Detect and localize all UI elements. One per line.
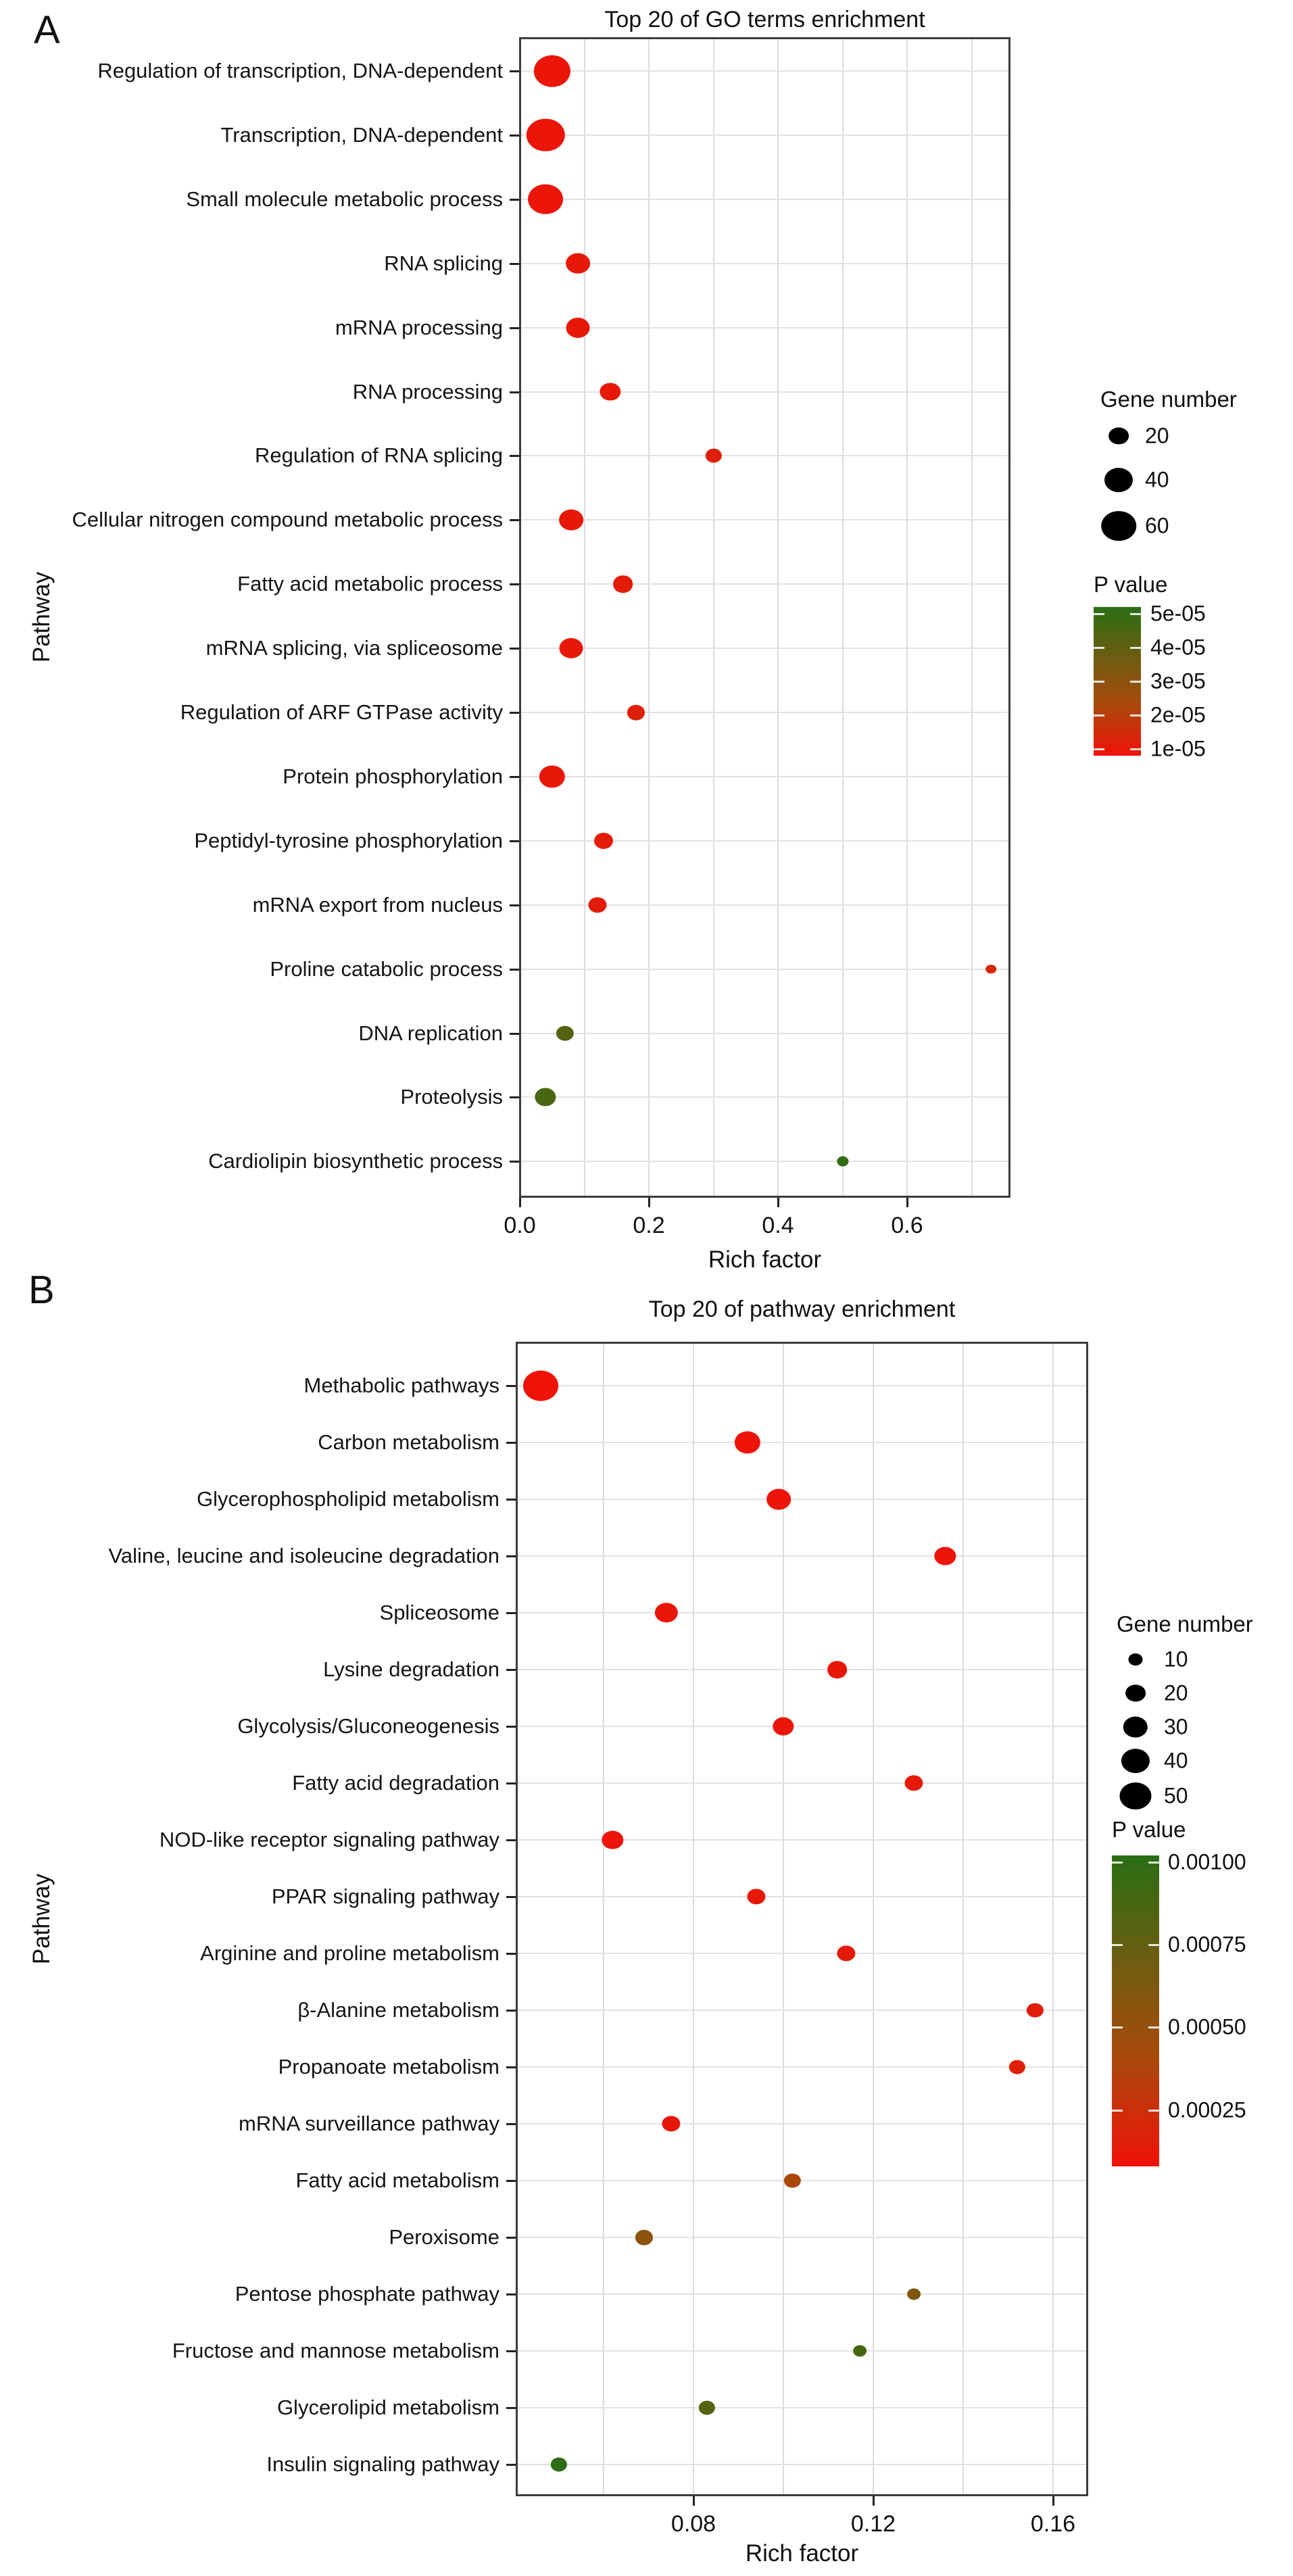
y-axis-category-label: Lysine degradation <box>323 1657 499 1681</box>
y-axis-category-label: Insulin signaling pathway <box>266 2452 499 2476</box>
gene-number-legend-label: 20 <box>1164 1680 1188 1705</box>
x-axis-tick-label: 0.12 <box>850 2511 896 2537</box>
panel-b-y-axis-title: Pathway <box>28 1873 55 1965</box>
y-axis-tick <box>510 135 519 137</box>
y-axis-tick <box>506 2407 516 2409</box>
gridline-horizontal <box>521 712 1008 713</box>
gridline-horizontal <box>521 70 1008 72</box>
y-axis-tick <box>506 2123 516 2125</box>
data-point <box>613 575 633 593</box>
gridline-horizontal <box>518 1442 1086 1443</box>
gridline-vertical <box>648 39 650 1196</box>
gridline-horizontal <box>518 2293 1086 2295</box>
gene-number-legend-dot <box>1121 1749 1150 1773</box>
p-value-colorbar-tick <box>1094 748 1104 750</box>
y-axis-category-label: Methabolic pathways <box>303 1374 499 1397</box>
gridline-horizontal <box>521 391 1008 393</box>
y-axis-category-label: Protein phosphorylation <box>283 764 503 788</box>
data-point <box>600 383 620 401</box>
y-axis-tick <box>506 2180 516 2182</box>
data-point <box>827 1661 848 1678</box>
data-point <box>1027 2003 1043 2018</box>
x-axis-tick <box>906 1198 908 1207</box>
y-axis-category-label: Cellular nitrogen compound metabolic process <box>72 508 503 532</box>
data-point <box>699 2401 715 2415</box>
gridline-vertical <box>962 1344 964 2494</box>
y-axis-tick <box>510 904 519 906</box>
data-point <box>566 253 590 274</box>
p-value-colorbar-tick <box>1094 613 1104 615</box>
gridline-horizontal <box>521 327 1008 329</box>
gridline-horizontal <box>521 1161 1008 1162</box>
p-value-legend-label: 1e-05 <box>1150 736 1206 761</box>
gridline-vertical <box>777 39 779 1196</box>
y-axis-tick <box>510 1033 519 1035</box>
y-axis-tick <box>510 327 519 329</box>
gridline-horizontal <box>521 1096 1008 1098</box>
y-axis-tick <box>510 776 519 778</box>
y-axis-tick <box>506 1669 516 1671</box>
y-axis-category-label: Fatty acid metabolism <box>295 2168 499 2192</box>
panel-a-x-axis-title: Rich factor <box>708 1246 822 1273</box>
y-axis-category-label: Fructose and mannose metabolism <box>172 2339 499 2362</box>
y-axis-tick <box>506 1782 516 1784</box>
x-axis-tick-label: 0.2 <box>633 1213 665 1238</box>
p-value-colorbar-tick <box>1148 1944 1159 1946</box>
data-point <box>594 833 613 849</box>
p-value-colorbar-tick <box>1148 2026 1159 2028</box>
y-axis-category-label: Peroxisome <box>389 2225 499 2249</box>
p-value-colorbar-tick <box>1112 1944 1123 1946</box>
data-point <box>528 184 563 214</box>
gene-number-legend-label: 30 <box>1164 1714 1188 1739</box>
y-axis-tick <box>510 263 519 265</box>
y-axis-tick <box>506 1612 516 1614</box>
y-axis-category-label: Glycolysis/Gluconeogenesis <box>237 1714 499 1738</box>
gridline-vertical <box>873 1344 874 2494</box>
data-point <box>985 965 996 973</box>
p-value-colorbar-tick <box>1130 681 1141 683</box>
gridline-horizontal <box>521 199 1008 200</box>
y-axis-tick <box>506 1442 516 1444</box>
y-axis-tick <box>506 1726 516 1728</box>
y-axis-category-label: Valine, leucine and isoleucine degradation <box>108 1544 499 1568</box>
data-point <box>527 119 564 152</box>
p-value-legend-label: 0.00025 <box>1168 2097 1246 2122</box>
gridline-horizontal <box>518 1726 1086 1727</box>
x-axis-tick <box>519 1198 521 1207</box>
gridline-horizontal <box>521 583 1008 585</box>
y-axis-tick <box>510 199 519 201</box>
gene-number-legend-label: 40 <box>1145 467 1169 492</box>
y-axis-tick <box>510 519 519 521</box>
y-axis-tick <box>510 455 519 457</box>
p-value-colorbar-tick <box>1112 2110 1123 2112</box>
gridline-vertical <box>584 39 585 1196</box>
y-axis-category-label: Proteolysis <box>400 1085 503 1109</box>
p-value-colorbar-tick <box>1130 748 1141 750</box>
gridline-horizontal <box>518 1896 1086 1897</box>
data-point <box>560 638 583 658</box>
y-axis-tick <box>506 2350 516 2352</box>
y-axis-category-label: Glycerophospholipid metabolism <box>196 1487 499 1511</box>
gridline-horizontal <box>521 1033 1008 1034</box>
x-axis-tick-label: 0.16 <box>1030 2511 1076 2537</box>
panel-b-size-legend-title: Gene number <box>1117 1611 1253 1636</box>
data-point <box>523 1371 558 1401</box>
gridline-vertical <box>693 1344 694 2494</box>
y-axis-category-label: DNA replication <box>358 1021 503 1045</box>
y-axis-tick <box>510 712 519 714</box>
gene-number-legend-dot <box>1104 468 1133 492</box>
y-axis-category-label: Transcription, DNA-dependent <box>220 122 503 147</box>
y-axis-tick <box>506 1555 516 1557</box>
p-value-colorbar-tick <box>1148 1862 1159 1864</box>
y-axis-tick <box>506 1839 516 1841</box>
data-point <box>602 1831 623 1849</box>
y-axis-tick <box>510 1096 519 1098</box>
p-value-colorbar-tick <box>1094 714 1104 716</box>
gridline-horizontal <box>518 2464 1086 2465</box>
data-point <box>627 705 645 721</box>
p-value-legend-label: 0.00075 <box>1168 1932 1246 1957</box>
y-axis-category-label: Propanoate metabolism <box>278 2055 499 2079</box>
gene-number-legend-dot <box>1123 1717 1148 1738</box>
p-value-legend-label: 0.00050 <box>1168 2014 1246 2039</box>
gene-number-legend-label: 60 <box>1145 513 1169 538</box>
y-axis-category-label: Regulation of RNA splicing <box>254 443 503 468</box>
y-axis-tick <box>510 70 519 72</box>
gridline-horizontal <box>518 2010 1086 2011</box>
gridline-horizontal <box>521 263 1008 264</box>
panel-b-color-legend-title: P value <box>1112 1817 1186 1842</box>
data-point <box>535 1088 556 1107</box>
data-point <box>534 55 570 87</box>
x-axis-tick-label: 0.0 <box>504 1213 536 1238</box>
gridline-vertical <box>783 1344 784 2494</box>
p-value-colorbar-tick <box>1112 1862 1123 1864</box>
gridline-vertical <box>1052 1344 1054 2494</box>
p-value-legend-label: 0.00100 <box>1168 1849 1246 1874</box>
y-axis-tick <box>506 2066 516 2068</box>
y-axis-category-label: NOD-like receptor signaling pathway <box>159 1828 499 1851</box>
gridline-horizontal <box>518 2350 1086 2352</box>
p-value-colorbar-tick <box>1130 647 1141 649</box>
data-point <box>556 1025 574 1041</box>
x-axis-tick-label: 0.6 <box>891 1213 923 1238</box>
panel-a-title: Top 20 of GO terms enrichment <box>604 7 925 32</box>
x-axis-tick <box>873 2496 875 2506</box>
data-point <box>705 449 721 463</box>
gene-number-legend-dot <box>1101 511 1136 541</box>
x-axis-tick <box>777 1198 779 1207</box>
y-axis-tick <box>510 391 519 393</box>
y-axis-category-label: PPAR signaling pathway <box>271 1885 499 1908</box>
p-value-colorbar-tick <box>1094 647 1104 649</box>
y-axis-tick <box>506 1896 516 1898</box>
y-axis-tick <box>506 2293 516 2295</box>
panel-a-y-axis-title: Pathway <box>28 571 55 663</box>
gridline-horizontal <box>518 1385 1086 1386</box>
y-axis-category-label: Fatty acid degradation <box>292 1771 499 1795</box>
gene-number-legend-label: 40 <box>1164 1748 1188 1773</box>
gridline-horizontal <box>518 2066 1086 2068</box>
data-point <box>907 2288 921 2300</box>
y-axis-tick <box>510 840 519 842</box>
y-axis-category-label: Proline catabolic process <box>270 956 503 981</box>
x-axis-tick <box>648 1198 650 1207</box>
gridline-horizontal <box>521 135 1008 136</box>
gene-number-legend-label: 10 <box>1164 1647 1188 1672</box>
gene-number-legend-dot <box>1108 427 1129 444</box>
y-axis-tick <box>510 583 519 585</box>
y-axis-tick <box>506 1499 516 1501</box>
plot-area <box>516 1342 1088 2496</box>
x-axis-tick <box>693 2496 695 2506</box>
x-axis-tick-label: 0.4 <box>762 1213 794 1238</box>
gridline-vertical <box>906 39 908 1196</box>
p-value-colorbar-tick <box>1130 714 1141 716</box>
y-axis-tick <box>510 969 519 971</box>
gene-number-legend-dot <box>1125 1684 1146 1701</box>
y-axis-category-label: Peptidyl-tyrosine phosphorylation <box>194 828 503 852</box>
data-point <box>935 1547 956 1565</box>
gridline-vertical <box>971 39 973 1196</box>
gridline-horizontal <box>518 2407 1086 2408</box>
p-value-colorbar <box>1112 1855 1159 2166</box>
gridline-vertical <box>842 39 844 1196</box>
y-axis-tick <box>506 2464 516 2466</box>
y-axis-category-label: Pentose phosphate pathway <box>235 2282 499 2306</box>
gridline-horizontal <box>518 2237 1086 2238</box>
y-axis-tick <box>506 2010 516 2012</box>
y-axis-category-label: mRNA splicing, via spliceosome <box>205 636 503 660</box>
gridline-vertical <box>603 1344 604 2494</box>
data-point <box>560 510 584 531</box>
x-axis-tick-label: 0.08 <box>670 2511 716 2537</box>
data-point <box>1009 2060 1025 2074</box>
y-axis-category-label: RNA processing <box>352 379 503 404</box>
gridline-horizontal <box>518 1953 1086 1954</box>
panel-b-title: Top 20 of pathway enrichment <box>648 1296 956 1322</box>
data-point <box>853 2345 867 2356</box>
gridline-horizontal <box>518 1499 1086 1500</box>
panel-a-color-legend-title: P value <box>1094 572 1168 597</box>
y-axis-category-label: mRNA export from nucleus <box>252 892 503 917</box>
p-value-legend-label: 3e-05 <box>1150 669 1206 694</box>
gridline-horizontal <box>521 969 1008 970</box>
panel-b-letter: B <box>28 1268 55 1312</box>
y-axis-category-label: Arginine and proline metabolism <box>200 1941 499 1965</box>
gene-number-legend-label: 20 <box>1145 423 1169 448</box>
gene-number-legend-dot <box>1128 1653 1142 1666</box>
panel-a-size-legend-title: Gene number <box>1100 387 1237 412</box>
p-value-colorbar-tick <box>1148 2110 1159 2112</box>
gridline-vertical <box>713 39 714 1196</box>
gridline-horizontal <box>521 776 1008 777</box>
data-point <box>784 2174 800 2188</box>
y-axis-category-label: Small molecule metabolic process <box>186 187 503 211</box>
y-axis-category-label: Cardiolipin biosynthetic process <box>208 1149 503 1173</box>
plot-area <box>519 37 1010 1198</box>
gridline-horizontal <box>518 2180 1086 2181</box>
gene-number-legend-label: 50 <box>1164 1783 1188 1808</box>
data-point <box>566 318 589 338</box>
data-point <box>735 1432 760 1454</box>
data-point <box>539 765 565 787</box>
data-point <box>767 1489 791 1510</box>
data-point <box>550 2458 566 2472</box>
panel-b-x-axis-title: Rich factor <box>745 2540 859 2567</box>
gridline-horizontal <box>518 1782 1086 1784</box>
y-axis-category-label: mRNA processing <box>335 315 503 339</box>
y-axis-category-label: Regulation of ARF GTPase activity <box>180 700 503 724</box>
p-value-legend-label: 2e-05 <box>1150 702 1206 727</box>
p-value-colorbar-tick <box>1112 2026 1123 2028</box>
y-axis-tick <box>510 1161 519 1163</box>
y-axis-tick <box>506 1385 516 1387</box>
panel-a-letter: A <box>34 8 60 52</box>
gridline-horizontal <box>521 648 1008 649</box>
y-axis-tick <box>506 1953 516 1955</box>
y-axis-tick <box>506 2237 516 2239</box>
y-axis-tick <box>510 648 519 650</box>
p-value-colorbar-tick <box>1130 613 1141 615</box>
y-axis-category-label: mRNA surveillance pathway <box>239 2112 499 2135</box>
p-value-colorbar-tick <box>1094 681 1104 683</box>
gridline-horizontal <box>518 2123 1086 2124</box>
gene-number-legend-dot <box>1119 1782 1151 1809</box>
gridline-horizontal <box>518 1669 1086 1670</box>
data-point <box>837 1157 848 1167</box>
gridline-horizontal <box>518 1612 1086 1613</box>
x-axis-tick <box>1052 2496 1054 2506</box>
y-axis-category-label: Spliceosome <box>379 1601 499 1624</box>
y-axis-category-label: Glycerolipid metabolism <box>276 2396 499 2419</box>
data-point <box>773 1718 794 1736</box>
p-value-legend-label: 5e-05 <box>1150 601 1206 626</box>
p-value-legend-label: 4e-05 <box>1150 635 1206 660</box>
data-point <box>635 2230 653 2245</box>
y-axis-category-label: Fatty acid metabolic process <box>237 572 503 596</box>
gridline-horizontal <box>521 519 1008 520</box>
y-axis-category-label: β-Alanine metabolism <box>297 1998 499 2022</box>
y-axis-category-label: Carbon metabolism <box>318 1430 499 1454</box>
y-axis-category-label: Regulation of transcription, DNA-dependent <box>97 59 503 82</box>
gridline-horizontal <box>521 455 1008 456</box>
gridline-horizontal <box>518 1555 1086 1557</box>
y-axis-category-label: RNA splicing <box>384 251 503 275</box>
